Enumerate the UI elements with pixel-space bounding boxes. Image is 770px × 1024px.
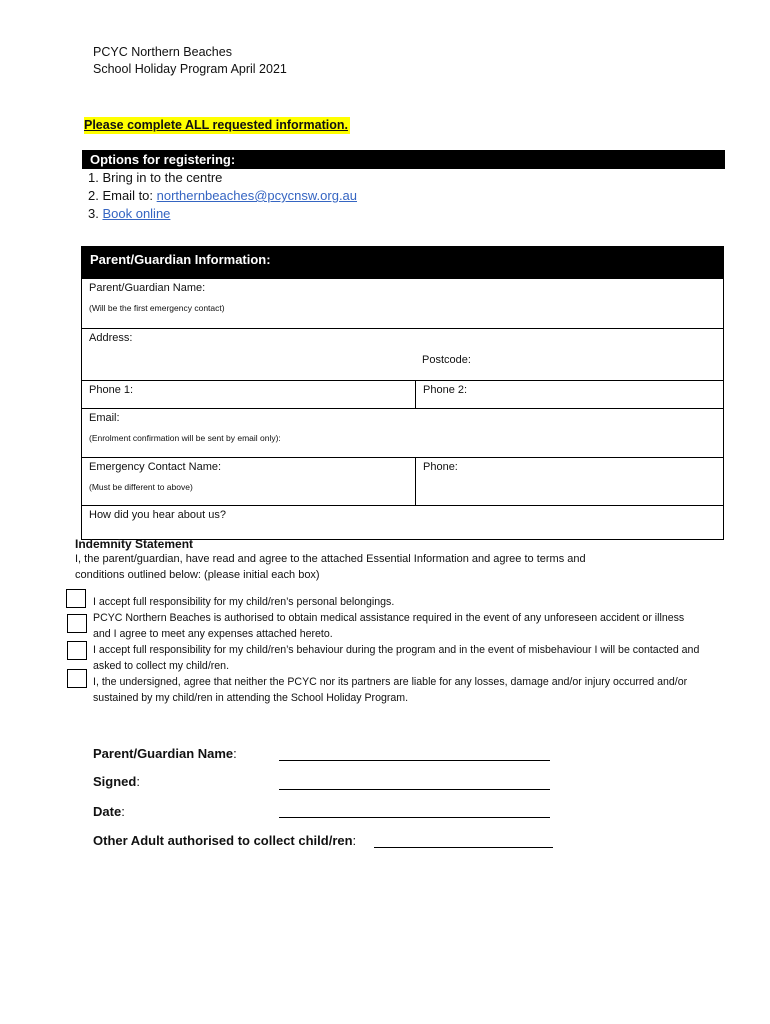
hear-about-field[interactable] xyxy=(82,506,723,539)
row-email xyxy=(82,408,723,457)
row-phones xyxy=(82,380,723,408)
email-note: (Enrolment confirmation will be sent by email only): xyxy=(89,433,281,443)
signed-line[interactable] xyxy=(279,789,550,790)
hear-about-label: How did you hear about us? xyxy=(89,509,226,521)
initial-box-belongings[interactable] xyxy=(66,589,86,608)
emergency-note: (Must be different to above) xyxy=(89,482,193,492)
initial-box-liability[interactable] xyxy=(67,669,87,688)
notice-banner: Please complete ALL requested information. xyxy=(84,118,348,132)
phone2-field[interactable] xyxy=(416,381,723,408)
signature-name-text: Parent/Guardian Name xyxy=(93,746,234,761)
colon: : xyxy=(352,833,357,848)
signature-name-line[interactable] xyxy=(279,760,550,761)
indemnity-item-behaviour: I accept full responsibility for my child/ren’s behaviour during the program and in the event of misbehaviour I will be contacted and asked to collect my child/ren. xyxy=(93,644,700,672)
option-item-centre: 1. Bring in to the centre xyxy=(88,170,223,185)
other-adult-line[interactable] xyxy=(374,847,553,848)
emergency-name-field[interactable] xyxy=(82,458,416,505)
org-name: PCYC Northern Beaches xyxy=(93,45,232,59)
emergency-phone-field[interactable] xyxy=(416,458,723,505)
parent-name-label: Parent/Guardian Name: xyxy=(89,282,206,294)
initial-box-behaviour[interactable] xyxy=(67,641,87,660)
option-item-online xyxy=(88,206,170,221)
option-online-prefix: 3. xyxy=(88,206,103,221)
colon: : xyxy=(121,804,125,819)
program-name: School Holiday Program April 2021 xyxy=(93,62,287,76)
colon: : xyxy=(233,746,237,761)
indemnity-intro-line2: conditions outlined below: (please initial each box) xyxy=(75,569,320,581)
emergency-phone-label: Phone: xyxy=(423,461,458,473)
date-line[interactable] xyxy=(279,817,550,818)
indemnity-item-liability: I, the undersigned, agree that neither the PCYC nor its partners are liable for any losses, damage and/or injury occurred and/or sustained by my child/ren in attending the School Holiday Program. xyxy=(93,676,688,704)
parent-info-header: Parent/Guardian Information: xyxy=(82,247,723,278)
book-online-link[interactable]: Book online xyxy=(102,206,171,221)
emergency-name-label: Emergency Contact Name: xyxy=(89,461,222,473)
indemnity-intro-line1: I, the parent/guardian, have read and agree to the attached Essential Information and agree to terms and xyxy=(75,553,586,565)
row-emergency xyxy=(82,457,723,505)
parent-name-note: (Will be the first emergency contact) xyxy=(89,303,225,313)
phone1-field[interactable] xyxy=(82,381,416,408)
row-parent-name xyxy=(82,278,723,328)
signature-name-label xyxy=(93,746,237,761)
date-text: Date xyxy=(93,804,122,819)
email-field[interactable] xyxy=(82,409,723,457)
parent-info-table xyxy=(81,246,724,540)
indemnity-item-medical: PCYC Northern Beaches is authorised to obtain medical assistance required in the event of any unforeseen accident or illness and I agree to meet any expenses attached hereto. xyxy=(93,612,685,640)
colon: : xyxy=(136,774,140,789)
row-address xyxy=(82,328,723,380)
phone2-label: Phone 2: xyxy=(423,384,468,396)
option-email-prefix: 2. Email to: xyxy=(88,188,157,203)
parent-name-field[interactable] xyxy=(82,279,723,328)
option-item-email xyxy=(88,188,357,203)
other-adult-text: Other Adult authorised to collect child/ren xyxy=(93,833,353,848)
address-field[interactable] xyxy=(82,329,723,380)
address-label: Address: xyxy=(89,332,133,344)
email-label: Email: xyxy=(89,412,120,424)
row-hear-about xyxy=(82,505,723,539)
initial-box-medical[interactable] xyxy=(67,614,87,633)
indemnity-title: Indemnity Statement xyxy=(75,537,194,551)
date-label xyxy=(93,804,125,819)
postcode-label: Postcode: xyxy=(422,354,471,366)
signed-text: Signed xyxy=(93,774,137,789)
phone1-label: Phone 1: xyxy=(89,384,134,396)
other-adult-label xyxy=(93,833,356,848)
indemnity-item-belongings: I accept full responsibility for my child/ren’s personal belongings. xyxy=(93,596,395,608)
signed-label xyxy=(93,774,140,789)
email-link[interactable]: northernbeaches@pcycnsw.org.au xyxy=(156,188,358,203)
options-header: Options for registering: xyxy=(82,150,725,169)
